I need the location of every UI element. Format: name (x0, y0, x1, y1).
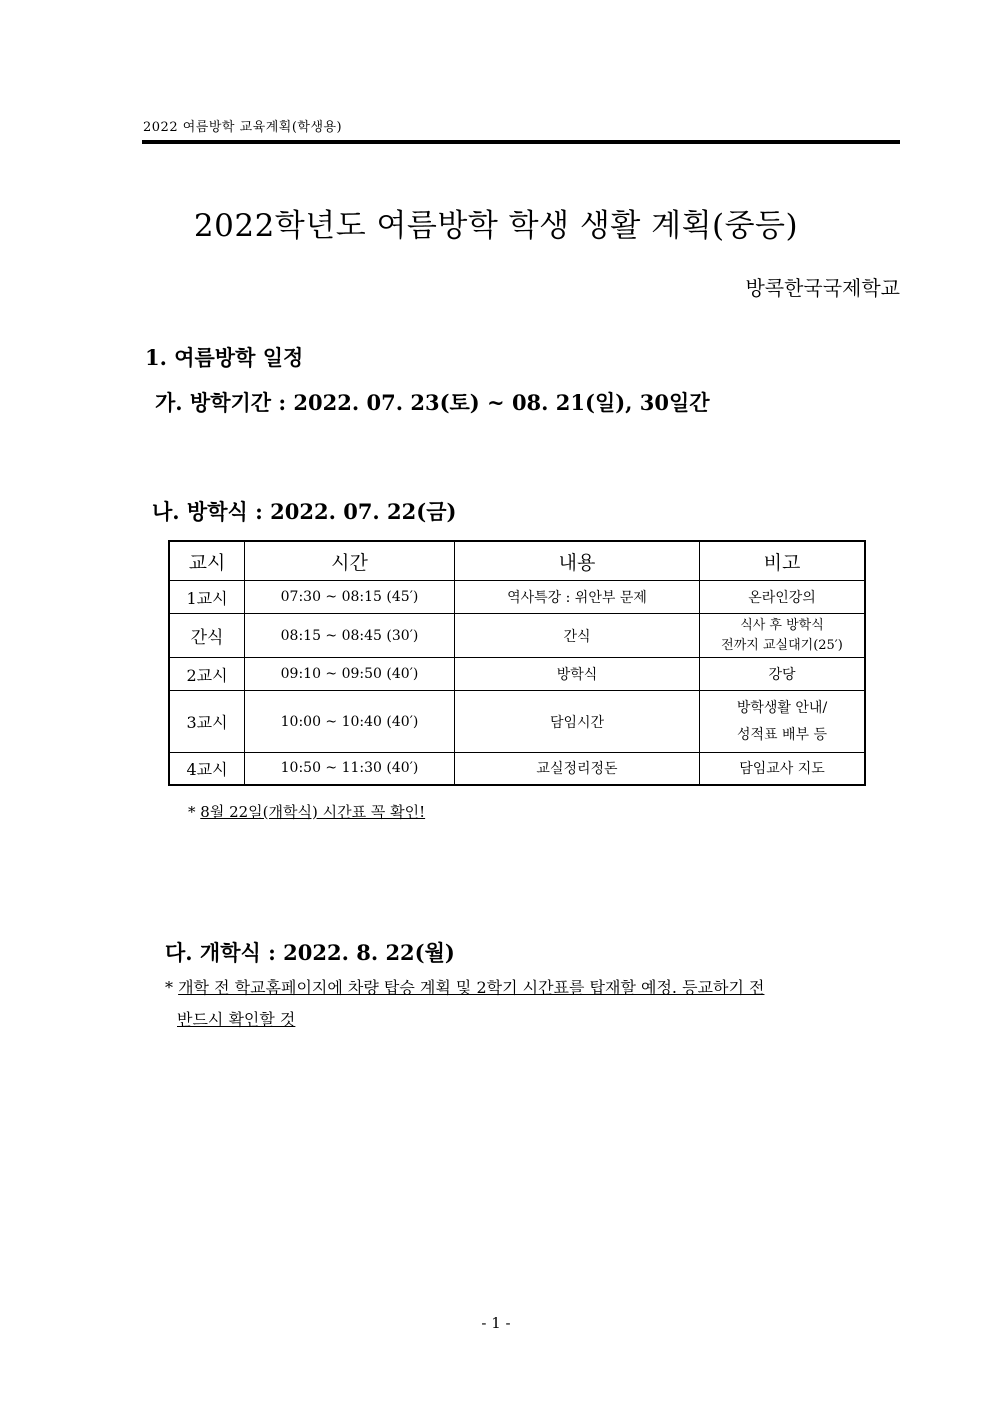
note-line: 식사 후 방학식 (740, 617, 824, 633)
note-cell: 온라인강의 (700, 581, 866, 614)
period-cell: 4교시 (169, 753, 245, 785)
table-header-row (169, 541, 865, 581)
time-cell: 09:10 ~ 09:50 (40′) (245, 658, 455, 691)
note-cell: 담임교사 지도 (700, 753, 866, 785)
time-cell: 08:15 ~ 08:45 (30′) (245, 614, 455, 658)
period-cell: 2교시 (169, 658, 245, 691)
opening-notice-line (165, 972, 903, 1004)
closing-ceremony-heading: 나. 방학식 : 2022. 07. 22(금) (152, 499, 457, 524)
note-cell (700, 614, 866, 658)
content-cell: 역사특강 : 위안부 문제 (455, 581, 700, 614)
vacation-period: 가. 방학기간 : 2022. 07. 23(토) ~ 08. 21(일), 30일간 (155, 390, 710, 415)
header-text: 2022 여름방학 교육계획(학생용) (143, 120, 343, 135)
content-cell: 간식 (455, 614, 700, 658)
header-divider (142, 140, 900, 144)
table-header-cell: 시간 (245, 541, 455, 581)
timetable-reminder (188, 801, 425, 822)
time-cell: 10:50 ~ 11:30 (40′) (245, 753, 455, 785)
content-cell: 담임시간 (455, 691, 700, 753)
asterisk: * (188, 803, 196, 821)
note-line: 전까지 교실대기(25′) (721, 637, 843, 653)
table-header-cell: 교시 (169, 541, 245, 581)
opening-notice-text: 반드시 확인할 것 (177, 1010, 296, 1029)
period-cell: 간식 (169, 614, 245, 658)
section-1-heading: 1. 여름방학 일정 (145, 345, 304, 370)
note-line: 성적표 배부 등 (736, 726, 828, 743)
time-cell: 07:30 ~ 08:15 (45′) (245, 581, 455, 614)
opening-ceremony-heading: 다. 개학식 : 2022. 8. 22(월) (165, 940, 455, 965)
document-title: 2022학년도 여름방학 학생 생활 계획(중등) (193, 208, 799, 244)
table-row (169, 581, 865, 614)
time-cell: 10:00 ~ 10:40 (40′) (245, 691, 455, 753)
table-row (169, 753, 865, 785)
table-header-cell: 내용 (455, 541, 700, 581)
timetable-reminder-text: 8월 22일(개학식) 시간표 꼭 확인! (200, 803, 426, 821)
school-name: 방콕한국국제학교 (745, 276, 900, 300)
opening-notice (165, 972, 903, 1036)
period-cell: 3교시 (169, 691, 245, 753)
asterisk: * (165, 978, 173, 997)
content-cell: 방학식 (455, 658, 700, 691)
opening-notice-text: 개학 전 학교홈페이지에 차량 탑승 계획 및 2학기 시간표를 탑재할 예정. 등교하기 전 (178, 978, 765, 997)
table-row (169, 658, 865, 691)
opening-notice-line (165, 1004, 903, 1036)
table-row (169, 614, 865, 658)
note-cell (700, 691, 866, 753)
period-cell: 1교시 (169, 581, 245, 614)
table-row (169, 691, 865, 753)
note-line: 방학생활 안내/ (736, 699, 828, 716)
content-cell: 교실정리정돈 (455, 753, 700, 785)
schedule-table (168, 540, 866, 786)
page-number: - 1 - (481, 1314, 511, 1332)
note-cell: 강당 (700, 658, 866, 691)
table-header-cell: 비고 (700, 541, 866, 581)
